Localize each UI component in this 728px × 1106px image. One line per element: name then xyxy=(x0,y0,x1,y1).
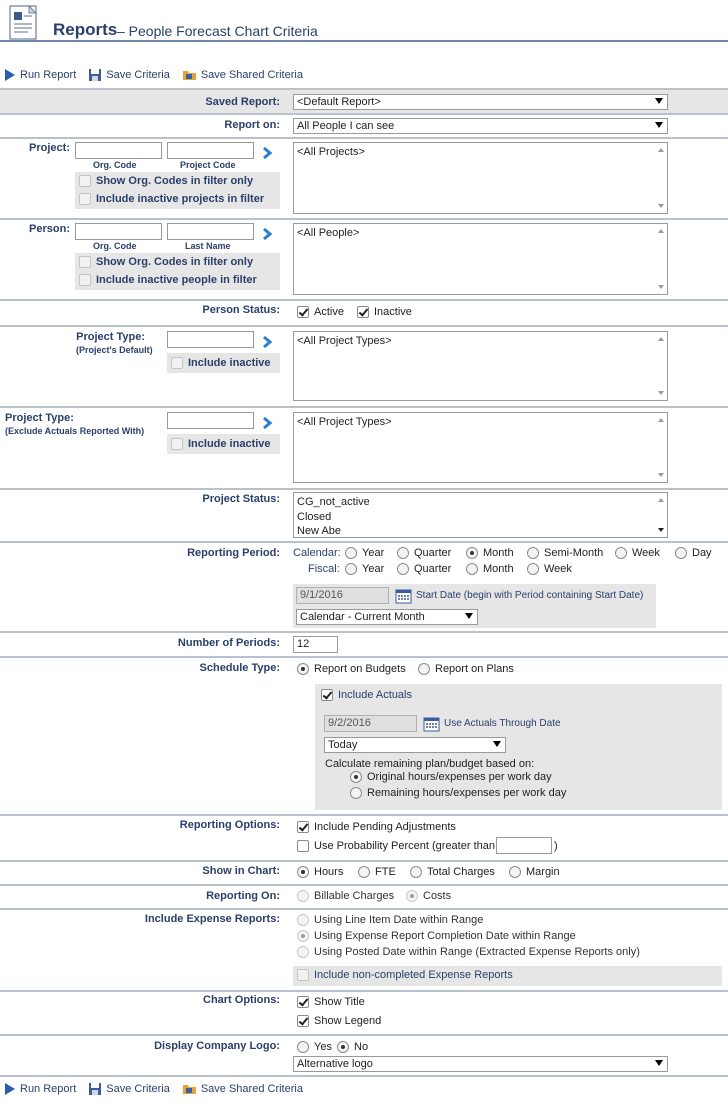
save-shared-criteria-button[interactable]: Save Shared Criteria xyxy=(182,1082,303,1096)
calc-remaining-label: Calculate remaining plan/budget based on: xyxy=(325,758,535,770)
reporting-on-label: Reporting On: xyxy=(206,890,280,902)
project-label: Project: xyxy=(29,142,70,154)
show-hours-radio[interactable]: Hours xyxy=(297,866,343,878)
floppy-disk-icon xyxy=(88,68,102,82)
show-total-charges-radio[interactable]: Total Charges xyxy=(410,866,495,878)
fiscal-quarter-radio[interactable]: Quarter xyxy=(397,563,451,575)
calendar-icon[interactable] xyxy=(395,588,412,604)
run-report-button[interactable]: Run Report xyxy=(4,1082,76,1096)
project-type-exclude-listbox[interactable]: <All Project Types> xyxy=(293,412,668,483)
include-non-completed-checkbox[interactable]: Include non-completed Expense Reports xyxy=(297,969,513,981)
calendar-month-radio[interactable]: Month xyxy=(466,547,514,559)
period-select[interactable]: Calendar - Current Month xyxy=(296,609,478,625)
floppy-disk-icon xyxy=(88,1082,102,1096)
expense-completion-date-radio[interactable]: Using Expense Report Completion Date within Range xyxy=(297,930,576,942)
calendar-year-radio[interactable]: Year xyxy=(345,547,384,559)
project-type-default-go-icon[interactable] xyxy=(262,335,274,349)
logo-select[interactable]: Alternative logo xyxy=(293,1056,668,1072)
include-expense-reports-label: Include Expense Reports: xyxy=(144,913,280,925)
shared-folder-icon xyxy=(182,68,197,82)
toolbar-bottom xyxy=(4,1081,315,1097)
actuals-select[interactable]: Today xyxy=(324,737,506,753)
person-status-label: Person Status: xyxy=(202,304,280,316)
costs-radio[interactable]: Costs xyxy=(406,890,451,902)
list-item[interactable]: CG_not_active xyxy=(297,496,370,508)
project-type-default-include-inactive-checkbox[interactable]: Include inactive xyxy=(171,357,271,369)
fiscal-week-radio[interactable]: Week xyxy=(527,563,572,575)
number-of-periods-input[interactable]: 12 xyxy=(293,636,338,653)
person-go-arrow-icon[interactable] xyxy=(262,227,274,241)
play-icon xyxy=(4,1082,16,1096)
project-type-exclude-go-icon[interactable] xyxy=(262,416,274,430)
project-status-label: Project Status: xyxy=(202,493,280,505)
person-show-org-codes-checkbox[interactable]: Show Org. Codes in filter only xyxy=(79,256,253,268)
saved-report-label: Saved Report: xyxy=(205,96,280,108)
project-type-exclude-label: Project Type: xyxy=(5,412,74,424)
project-type-default-label: Project Type: xyxy=(76,331,145,343)
page-subtitle: – People Forecast Chart Criteria xyxy=(117,23,318,39)
save-criteria-button[interactable]: Save Criteria xyxy=(88,68,170,82)
report-on-budgets-radio[interactable]: Report on Budgets xyxy=(297,663,406,675)
calendar-week-radio[interactable]: Week xyxy=(615,547,660,559)
project-include-inactive-checkbox[interactable]: Include inactive projects in filter xyxy=(79,193,264,205)
person-last-name-input[interactable] xyxy=(167,223,254,240)
billable-charges-radio[interactable]: Billable Charges xyxy=(297,890,394,902)
run-report-button[interactable]: Run Report xyxy=(4,68,76,82)
project-go-arrow-icon[interactable] xyxy=(262,146,274,160)
project-show-org-codes-checkbox[interactable]: Show Org. Codes in filter only xyxy=(79,175,253,187)
logo-no-radio[interactable]: No xyxy=(337,1041,368,1053)
saved-report-select[interactable]: <Default Report> xyxy=(293,94,668,110)
project-code-input[interactable] xyxy=(167,142,254,159)
show-in-chart-label: Show in Chart: xyxy=(202,865,280,877)
page-title: Reports xyxy=(53,20,118,39)
person-label: Person: xyxy=(29,223,70,235)
project-listbox[interactable]: <All Projects> xyxy=(293,142,668,214)
project-type-exclude-input[interactable] xyxy=(167,412,254,429)
actuals-calendar-icon[interactable] xyxy=(423,716,440,732)
report-document-icon xyxy=(7,4,43,42)
report-on-plans-radio[interactable]: Report on Plans xyxy=(418,663,514,675)
chart-options-label: Chart Options: xyxy=(203,994,280,1006)
shared-folder-icon xyxy=(182,1082,197,1096)
include-actuals-checkbox[interactable]: Include Actuals xyxy=(321,689,412,701)
actuals-date-input[interactable]: 9/2/2016 xyxy=(324,715,417,732)
toolbar-top xyxy=(4,67,315,83)
reporting-options-label: Reporting Options: xyxy=(179,819,280,831)
fiscal-year-radio[interactable]: Year xyxy=(345,563,384,575)
person-status-active-checkbox[interactable]: Active xyxy=(297,306,344,318)
list-item[interactable]: Closed xyxy=(297,510,332,523)
save-shared-criteria-button[interactable]: Save Shared Criteria xyxy=(182,68,303,82)
number-of-periods-label: Number of Periods: xyxy=(177,637,280,649)
use-probability-checkbox[interactable]: Use Probability Percent (greater than xyxy=(297,840,495,852)
calendar-day-radio[interactable]: Day xyxy=(675,547,712,559)
start-date-input[interactable]: 9/1/2016 xyxy=(296,587,389,604)
reporting-period-label: Reporting Period: xyxy=(187,547,280,559)
include-pending-adjustments-checkbox[interactable]: Include Pending Adjustments xyxy=(297,821,456,833)
person-org-code-input[interactable] xyxy=(75,223,162,240)
show-fte-radio[interactable]: FTE xyxy=(358,866,396,878)
report-on-select[interactable]: All People I can see xyxy=(293,118,668,134)
person-status-inactive-checkbox[interactable]: Inactive xyxy=(357,306,412,318)
expense-line-item-date-radio[interactable]: Using Line Item Date within Range xyxy=(297,914,483,926)
page-header xyxy=(0,0,728,42)
list-item[interactable]: New Abe xyxy=(297,525,342,537)
remaining-hours-radio[interactable]: Remaining hours/expenses per work day xyxy=(350,787,566,799)
start-date-hint: Start Date (begin with Period containing Start Date) xyxy=(416,590,644,601)
report-on-label: Report on: xyxy=(224,119,280,131)
project-org-code-input[interactable] xyxy=(75,142,162,159)
project-status-listbox[interactable] xyxy=(293,492,668,538)
save-criteria-button[interactable]: Save Criteria xyxy=(88,1082,170,1096)
logo-yes-radio[interactable]: Yes xyxy=(297,1041,332,1053)
original-hours-radio[interactable]: Original hours/expenses per work day xyxy=(350,771,552,783)
calendar-semi-month-radio[interactable]: Semi-Month xyxy=(527,547,603,559)
schedule-type-label: Schedule Type: xyxy=(199,662,280,674)
actuals-date-hint: Use Actuals Through Date xyxy=(444,718,561,729)
show-title-checkbox[interactable]: Show Title xyxy=(297,996,365,1008)
calendar-quarter-radio[interactable]: Quarter xyxy=(397,547,451,559)
probability-percent-input[interactable] xyxy=(496,837,552,854)
person-listbox[interactable]: <All People> xyxy=(293,223,668,295)
expense-posted-date-radio[interactable]: Using Posted Date within Range (Extracted Expense Reports only) xyxy=(297,946,640,958)
play-icon xyxy=(4,68,16,82)
show-margin-radio[interactable]: Margin xyxy=(509,866,560,878)
project-type-default-input[interactable] xyxy=(167,331,254,348)
fiscal-month-radio[interactable]: Month xyxy=(466,563,514,575)
person-include-inactive-checkbox[interactable]: Include inactive people in filter xyxy=(79,274,257,286)
display-company-logo-label: Display Company Logo: xyxy=(154,1040,280,1052)
project-type-exclude-include-inactive-checkbox[interactable]: Include inactive xyxy=(171,438,271,450)
show-legend-checkbox[interactable]: Show Legend xyxy=(297,1015,381,1027)
project-type-default-listbox[interactable]: <All Project Types> xyxy=(293,331,668,401)
